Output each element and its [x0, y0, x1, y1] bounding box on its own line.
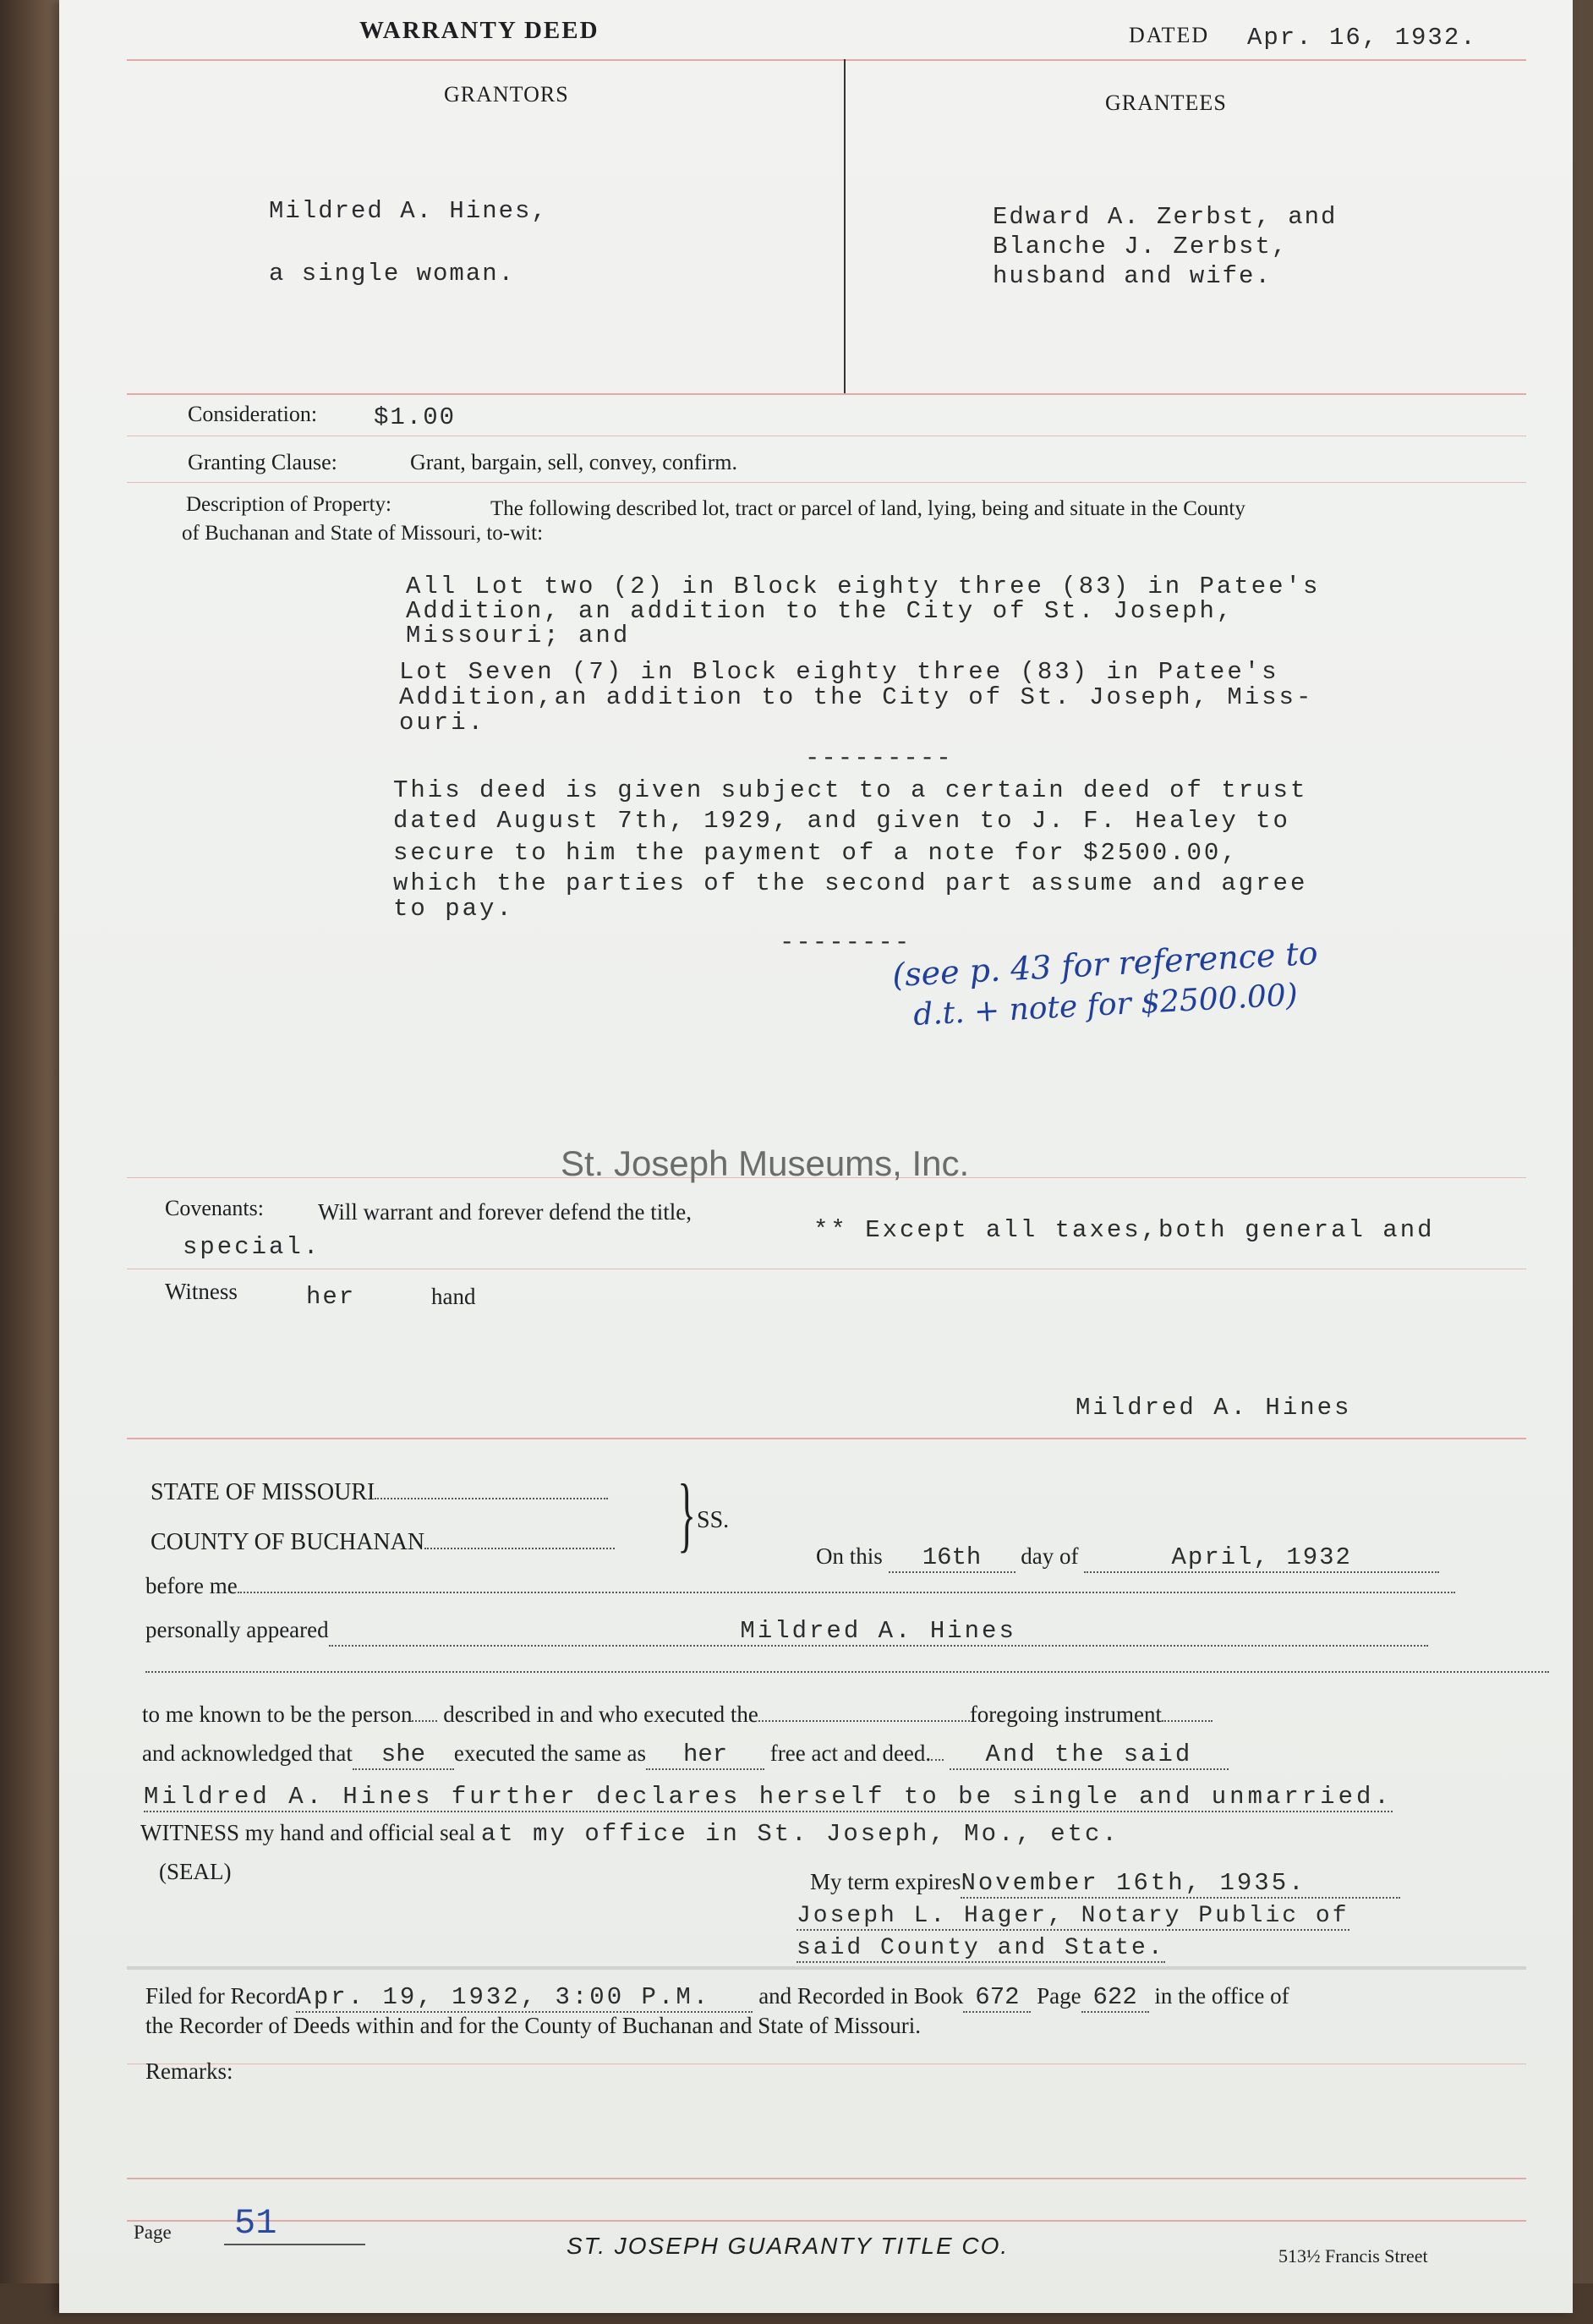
deed-page	[59, 0, 1573, 2313]
handwritten-note: (see p. 43 for reference to	[891, 934, 1319, 995]
recording-line2: the Recorder of Deeds within and for the County of Buchanan and State of Missouri.	[145, 2013, 922, 2038]
description-label: Description of Property:	[186, 493, 392, 516]
dated-label: DATED	[1129, 23, 1210, 47]
pronoun-field: her	[646, 1740, 764, 1770]
form-title: WARRANTY DEED	[359, 17, 599, 44]
day-field: 16th	[889, 1543, 1015, 1573]
recorded-in-book-text: and Recorded in Book	[758, 1983, 964, 2009]
dated-value: Apr. 16, 1932.	[1247, 24, 1477, 52]
book-field: 672	[963, 1983, 1031, 2013]
watermark: St. Joseph Museums, Inc.	[561, 1143, 970, 1183]
before-me-line	[238, 1592, 1455, 1593]
page-label: Page	[1037, 1983, 1081, 2009]
grantee-line: Blanche J. Zerbst,	[993, 233, 1289, 260]
granting-clause-value: Grant, bargain, sell, convey, confirm.	[410, 450, 737, 474]
rule	[127, 1438, 1526, 1439]
description-intro: The following described lot, tract or parcel of land, lying, being and situate in the County	[490, 497, 1245, 520]
witness-seal-text: WITNESS my hand and official seal	[140, 1820, 476, 1845]
description-intro: of Buchanan and State of Missouri, to-wit:	[182, 522, 544, 545]
county-label: COUNTY OF BUCHANAN	[151, 1529, 425, 1555]
separator: --------	[780, 929, 911, 956]
rubber-band	[127, 1966, 1526, 1970]
day-of-label: day of	[1021, 1543, 1079, 1569]
brace: }	[677, 1466, 696, 1560]
foregoing-text: foregoing instrument	[969, 1702, 1163, 1727]
seal-label: (SEAL)	[159, 1859, 232, 1884]
witness-pronoun: her	[306, 1283, 356, 1311]
witness-label: Witness	[165, 1279, 238, 1304]
executed-same-text: executed the same as	[453, 1740, 647, 1766]
footer-page-number: 51	[224, 2203, 365, 2245]
grantees-heading: GRANTEES	[1105, 90, 1227, 115]
at-office-text: at my office in St. Joseph, Mo., etc.	[480, 1820, 1119, 1848]
covenants-label: Covenants:	[165, 1196, 264, 1220]
grantor-line: Mildred A. Hines,	[269, 197, 548, 225]
on-this-label: On this	[816, 1543, 883, 1569]
lot-line: ouri.	[399, 709, 486, 737]
covenants-typed: ** Except all taxes,both general and	[813, 1216, 1435, 1244]
covenants-typed: special.	[183, 1233, 321, 1261]
grantor-line: a single woman.	[269, 260, 516, 288]
notary-line: Joseph L. Hager, Notary Public of	[796, 1903, 1349, 1929]
rule	[127, 482, 1526, 483]
blank-line	[931, 1759, 944, 1761]
party-divider	[844, 59, 846, 393]
ss-label: SS.	[697, 1507, 730, 1533]
footer-page-label: Page	[134, 2222, 172, 2243]
remarks-label: Remarks:	[145, 2058, 233, 2084]
witness-hand: hand	[431, 1284, 476, 1309]
lot-line: Addition, an addition to the City of St. Joseph,	[406, 597, 1234, 625]
consideration-value: $1.00	[374, 403, 457, 431]
blank-line	[412, 1720, 437, 1722]
grantee-line: Edward A. Zerbst, and	[993, 203, 1338, 231]
before-me-label: before me	[145, 1573, 238, 1598]
month-year-field: April, 1932	[1084, 1543, 1439, 1573]
filed-label: Filed for Record	[145, 1983, 297, 2009]
lot-line: Missouri; and	[406, 622, 631, 650]
trust-line: secure to him the payment of a note for $2500.00,	[393, 839, 1239, 867]
lot-line: Lot Seven (7) in Block eighty three (83) in Patee's	[399, 658, 1279, 686]
term-field: November 16th, 1935.	[961, 1869, 1400, 1899]
consideration-label: Consideration:	[188, 402, 318, 426]
pronoun-field: she	[353, 1740, 454, 1770]
covenants-text: Will warrant and forever defend the title,	[318, 1199, 692, 1225]
blank-line	[1162, 1720, 1213, 1722]
company-address: 513½ Francis Street	[1278, 2245, 1428, 2266]
term-label: My term expires	[810, 1869, 961, 1894]
grantee-line: husband and wife.	[993, 262, 1272, 290]
granting-clause-label: Granting Clause:	[188, 450, 337, 474]
handwritten-note: d.t. + note for $2500.00)	[912, 978, 1299, 1033]
appeared-name-field: Mildred A. Hines	[329, 1617, 1428, 1647]
page-field: 622	[1081, 1983, 1149, 2013]
notary-line: said County and State.	[796, 1935, 1165, 1961]
rule	[127, 2178, 1526, 2179]
lot-line: All Lot two (2) in Block eighty three (83) in Patee's	[406, 573, 1321, 600]
trust-line: which the parties of the second part assume and agree	[393, 869, 1308, 897]
signature-typed: Mildred A. Hines	[1076, 1394, 1352, 1422]
state-dotted-line	[375, 1498, 608, 1499]
office-text: in the office of	[1154, 1983, 1289, 2009]
blank-line	[758, 1720, 970, 1722]
declaration-line: Mildred A. Hines further declares herself to be single and unmarried.	[144, 1783, 1393, 1811]
rule	[127, 393, 1526, 395]
acknowledged-text: and acknowledged that	[142, 1740, 353, 1766]
trust-line: dated August 7th, 1929, and given to J. F. Healey to	[393, 807, 1290, 835]
trust-line: to pay.	[393, 895, 514, 923]
lot-line: Addition,an addition to the City of St. Joseph, Miss-	[399, 683, 1314, 711]
rule	[127, 59, 1526, 61]
blank-line	[145, 1671, 1549, 1673]
filed-value: Apr. 19, 1932, 3:00 P.M.	[296, 1983, 753, 2013]
free-act-text: free act and deed.	[769, 1740, 932, 1766]
known-text: to me known to be the person	[142, 1702, 413, 1727]
personally-appeared-label: personally appeared	[145, 1617, 329, 1642]
grantors-heading: GRANTORS	[444, 82, 569, 107]
trust-line: This deed is given subject to a certain deed of trust	[393, 776, 1308, 804]
state-label: STATE OF MISSOURI	[151, 1479, 375, 1505]
separator: ---------	[805, 744, 953, 772]
company-name: ST. JOSEPH GUARANTY TITLE CO.	[567, 2233, 1010, 2259]
county-dotted-line	[424, 1548, 615, 1549]
described-text: described in and who executed the	[443, 1702, 758, 1727]
and-the-said-field: And the said	[950, 1740, 1229, 1770]
